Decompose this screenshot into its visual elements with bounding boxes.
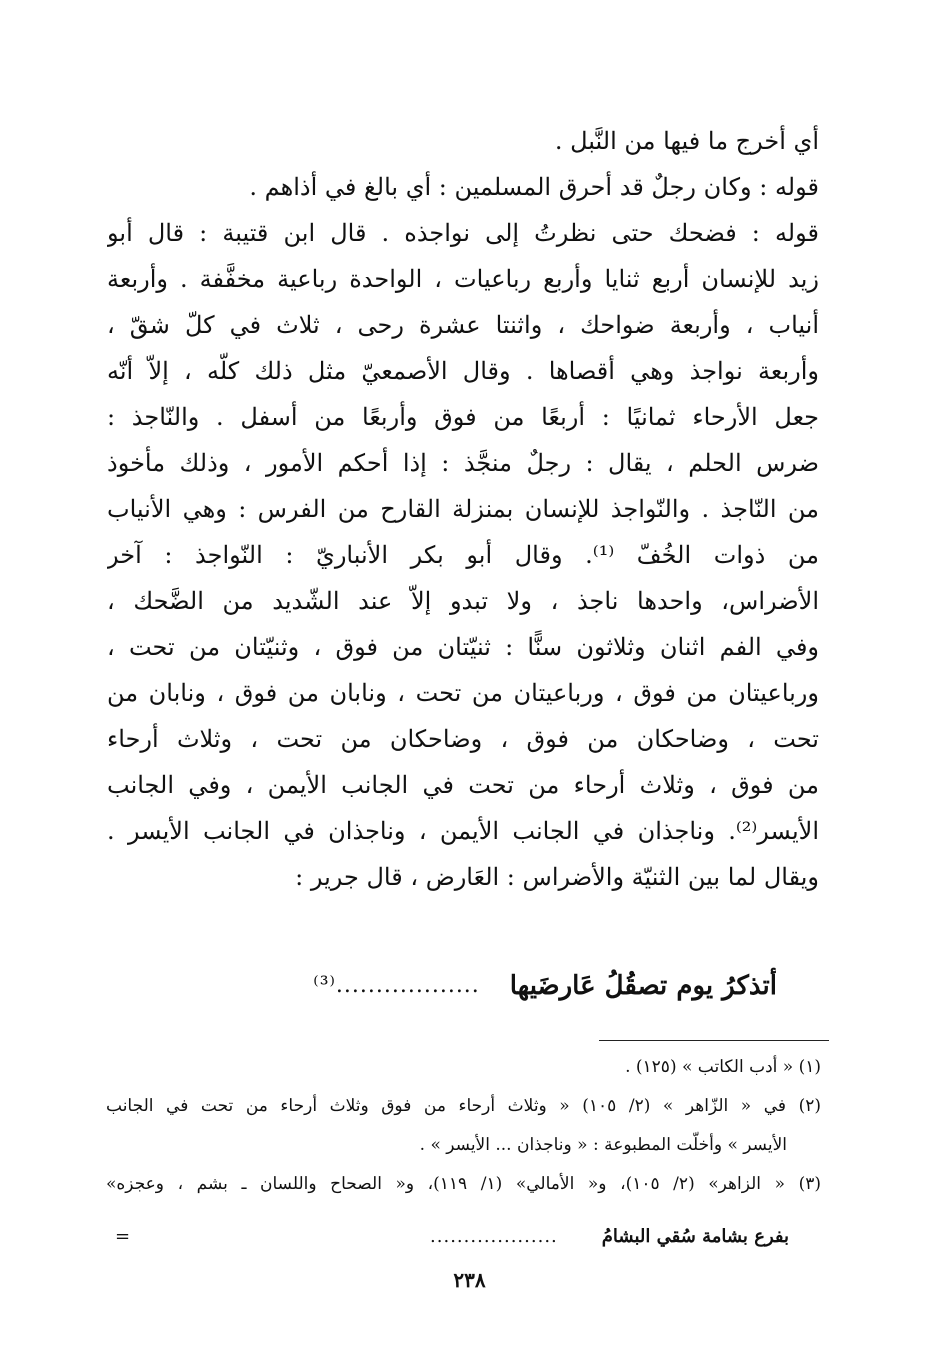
footnote-verse-dots: ................... — [430, 1226, 558, 1247]
footnotes — [106, 1048, 821, 1204]
text-line-7: جعل الأرحاء ثمانيًا : أربعًا من فوق وأربعًا من أسفل . والنّاجذ : — [107, 403, 819, 431]
text-line-5: أنياب ، وأربعة ضواحك ، واثنتا عشرة رحى ، ثلاث في كلّ شقّ ، — [107, 311, 819, 339]
text-line-6: وأربعة نواجذ وهي أقصاها . وقال الأصمعيّ مثل ذلك كلّه ، إلاّ أنّه — [107, 357, 819, 385]
text-line-15: من فوق ، وثلاث أرحاء من تحت في الجانب الأيمن ، وفي الجانب — [107, 771, 819, 799]
main-text — [107, 118, 819, 900]
footnote-3-line-1: (٣) « الزاهر» (٢/ ١٠٥)، و« الأمالي» (١/ ١١٩)، و« الصحاح واللسان ـ بشم ، وعجزه» — [106, 1174, 821, 1194]
text-line-8: ضرس الحلم ، يقال : رجلٌ منجَّذ : إذا أحكم الأمور ، وذلك مأخوذ — [107, 449, 819, 477]
text-line-4: زيد للإنسان أربع ثنايا وأربع رباعيات ، الواحدة رباعية مخفَّفة . وأربعة — [107, 265, 819, 293]
verse-second-hemistich: ..................⁽³⁾ — [313, 973, 480, 998]
text-line-10: من ذوات الخُفّ ⁽¹⁾. وقال أبو بكر الأنباريّ : النّواجذ : آخر — [107, 541, 819, 569]
verse-first-hemistich: أتذكرُ يوم تصقُلُ عَارضَيها — [509, 971, 777, 1001]
footnote-verse-text: بفرع بشامة سُقي البشامُ — [601, 1226, 789, 1247]
text-line-12: وفي الفم اثنان وثلاثون سنًّا : ثنيّتان من فوق ، وثنيّتان من تحت ، — [107, 633, 819, 661]
text-line-1: أي أخرج ما فيها من النَّبل . — [554, 127, 819, 155]
footnote-2-line-2: الأيسر » وأخلّت المطبوعة : « وناجذان ... الأيسر » . — [419, 1135, 787, 1155]
footnote-continuation-mark: = — [115, 1226, 131, 1247]
footnote-2-line-1: (٢) في « الزّاهر » (٢/ ١٠٥) « وثلاث أرحاء من فوق وثلاث أرحاء من تحت في الجانب — [106, 1096, 821, 1116]
footnote-3-verse — [109, 1222, 789, 1252]
text-line-11: الأضراس، واحدها ناجذ ، ولا تبدو إلاّ عند الشّديد من الضَّحك ، — [107, 587, 819, 615]
text-line-2: قوله : وكان رجلٌ قد أحرق المسلمين : أي بالغ في أذاهم . — [249, 173, 819, 201]
footnote-separator — [599, 1040, 829, 1041]
footnote-1: (١) « أدب الكاتب » (١٢٥) . — [625, 1057, 821, 1077]
text-line-3: قوله : فضحك حتى نظرتُ إلى نواجذه . قال ابن قتيبة : قال أبو — [107, 219, 819, 247]
text-line-9: من النّاجذ . والنّواجذ للإنسان بمنزلة القارح من الفرس : وهي الأنياب — [107, 495, 819, 523]
text-line-14: تحت ، وضاحكان من فوق ، وضاحكان من تحت ، وثلاث أرحاء — [107, 725, 819, 753]
text-line-13: ورباعيتان من فوق ، ورباعيتان من تحت ، ونابان من فوق ، ونابان من — [107, 679, 819, 707]
poem-verse — [157, 964, 777, 1008]
text-line-16: الأيسر⁽²⁾. وناجذان في الجانب الأيمن ، وناجذان في الجانب الأيسر . — [107, 817, 819, 845]
text-line-17: ويقال لما بين الثنيّة والأضراس : العَارض ، قال جرير : — [295, 863, 819, 891]
page-number: ٢٣٨ — [453, 1268, 486, 1292]
